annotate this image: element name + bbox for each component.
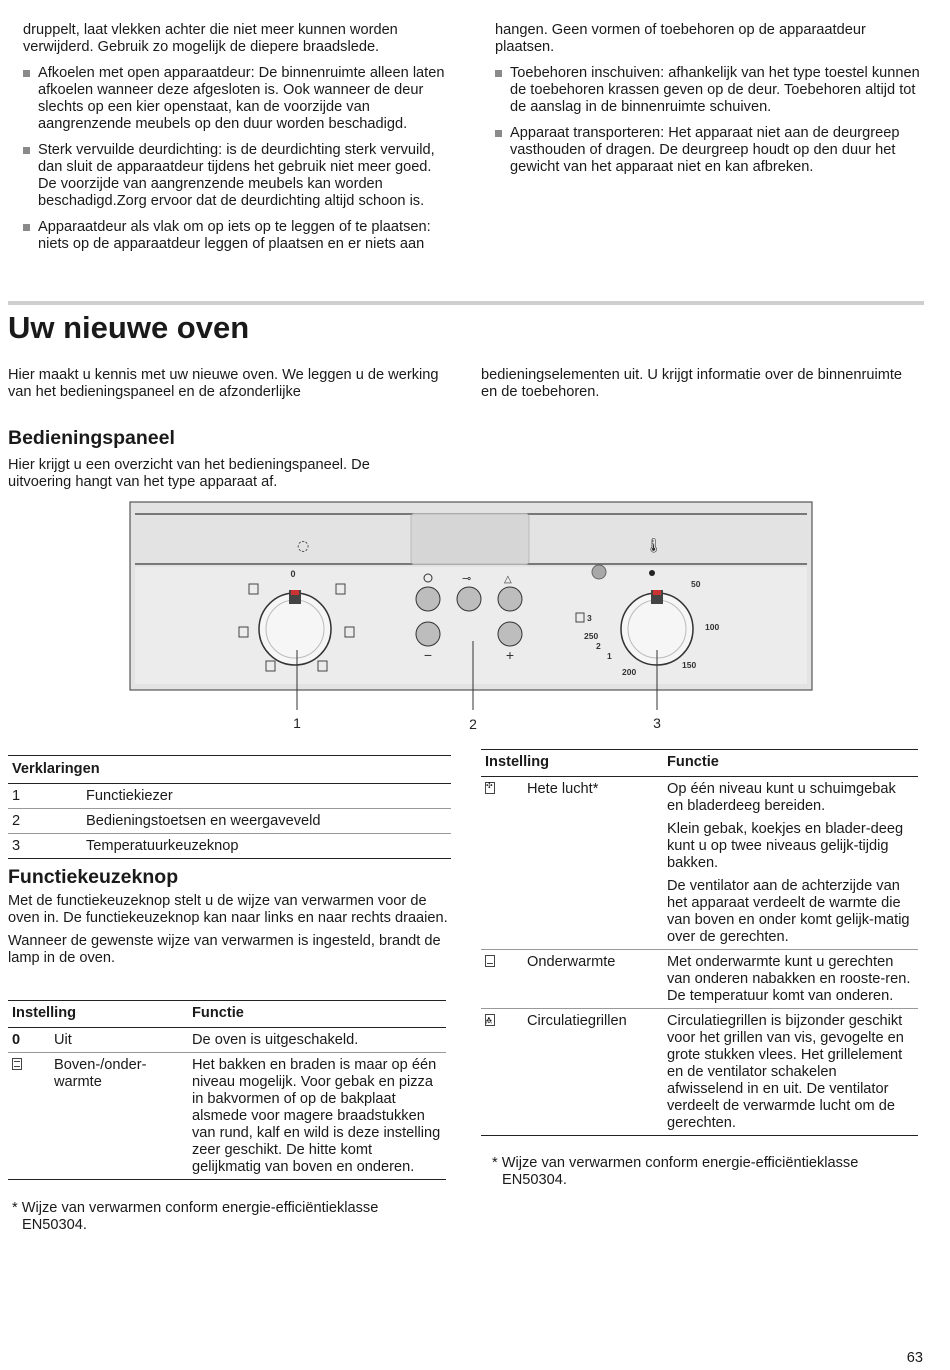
- legend-table: [8, 755, 451, 859]
- callout-2: 2: [469, 716, 477, 732]
- temp-label: 200: [622, 667, 637, 677]
- setting-name: Onderwarmte: [523, 950, 663, 1009]
- setting-name: Uit: [50, 1028, 188, 1053]
- minus-button: [416, 622, 440, 646]
- bottom-heat-icon: [481, 950, 523, 1009]
- setting-name: Boven-/onder-warmte: [50, 1053, 188, 1180]
- bullet-item: Toebehoren inschuiven: afhankelijk van het type toestel kunnen de toebehoren krassen geven op de deur. Toebehoren altijd tot de aanslag in de binnenruimte schuiven.: [495, 65, 925, 116]
- function-line: De ventilator aan de achterzijde van het apparaat verdeelt de warmte die van boven en onder komt gelijk-matig over de gerechten.: [667, 878, 910, 945]
- setting-symbol: 0: [8, 1028, 50, 1053]
- table-row: [481, 950, 918, 1009]
- legend-label: Temperatuurkeuzeknop: [82, 834, 451, 859]
- legend-num: 3: [8, 834, 82, 859]
- plus-label: +: [505, 647, 515, 663]
- setting-function: De oven is uitgeschakeld.: [188, 1028, 446, 1053]
- indicator-lamp: [592, 565, 606, 579]
- function-heading: Functiekeuzeknop: [8, 866, 179, 888]
- function-paragraph: Wanneer de gewenste wijze van verwarmen is ingesteld, brandt de lamp in de oven.: [8, 933, 441, 966]
- col-functie: Functie: [663, 750, 918, 777]
- temp-label: 3: [587, 613, 592, 623]
- callout-1: 1: [293, 715, 301, 731]
- temp-label: 50: [691, 579, 701, 589]
- table-row: [481, 777, 918, 950]
- temp-label: 1: [607, 651, 612, 661]
- setting-name: Hete lucht*: [523, 777, 663, 950]
- page-number: 63: [906, 1350, 923, 1366]
- bullet-item: Apparaat transporteren: Het apparaat niet aan de deurgreep vasthouden of dragen. De deurgreep houdt op den duur het gewicht van het apparaat niet en kan afbreken.: [495, 125, 925, 176]
- timer-button: [416, 587, 440, 611]
- setting-function: [663, 777, 918, 950]
- hot-air-icon: [481, 777, 523, 950]
- key-icon: ⊸: [462, 573, 472, 585]
- table-row: [481, 1009, 918, 1136]
- footnote-left: * Wijze van verwarmen conform energie-efficiëntieklasse EN50304.: [12, 1200, 379, 1233]
- settings-table-left: [8, 1000, 446, 1180]
- table-row: [8, 1053, 446, 1180]
- function-line: Op één niveau kunt u schuimgebak en bladerdeeg bereiden.: [667, 781, 896, 814]
- function-text: [8, 893, 448, 973]
- col-instelling: Instelling: [481, 750, 663, 777]
- circulation-grill-icon: [481, 1009, 523, 1136]
- section-intro-right: bedieningselementen uit. U krijgt informatie over de binnenruimte en de toebehoren.: [481, 367, 903, 400]
- top-left-column: [23, 22, 451, 262]
- dial-zero-label: 0: [290, 569, 296, 579]
- temp-label: 250: [584, 631, 599, 641]
- legend-num: 2: [8, 809, 82, 834]
- legend-header: Verklaringen: [8, 756, 451, 784]
- settings-table-right: [481, 749, 918, 1136]
- setting-function: Met onderwarmte kunt u gerechten van onderen nabakken en rooste-ren. De temperatuur komt van onderen.: [663, 950, 918, 1009]
- temperature-marker: [649, 570, 655, 576]
- callout-3: 3: [653, 715, 661, 731]
- col-functie: Functie: [188, 1001, 446, 1028]
- panel-intro: Hier krijgt u een overzicht van het bedieningspaneel. De uitvoering hangt van het type apparaat af.: [8, 457, 370, 490]
- legend-label: Functiekiezer: [82, 784, 451, 809]
- bullet-item: Apparaatdeur als vlak om op iets op te leggen of te plaatsen: niets op de apparaatdeur leggen of plaatsen en er niets aan: [23, 219, 451, 253]
- setting-function: Het bakken en braden is maar op één niveau mogelijk. Voor gebak en pizza in bakvormen of op de bakplaat alsmede voor magere braadstukken van rund, kalf en wild is deze instelling zeer geschikt. De hitte komt gelijkmatig van boven en onderen.: [188, 1053, 446, 1180]
- setting-name: Circulatiegrillen: [523, 1009, 663, 1136]
- col-instelling: Instelling: [8, 1001, 188, 1028]
- temp-label: 100: [705, 622, 720, 632]
- minus-label: −: [423, 647, 433, 663]
- control-panel-diagram: [125, 500, 817, 736]
- section-divider: [8, 301, 924, 305]
- section-title: Uw nieuwe oven: [8, 310, 250, 345]
- top-right-column: [495, 22, 925, 185]
- bell-icon: △: [504, 574, 512, 585]
- top-right-intro: hangen. Geen vormen of toebehoren op de apparaatdeur plaatsen.: [495, 22, 866, 55]
- table-row: [8, 1028, 446, 1053]
- legend-label: Bedieningstoetsen en weergaveveld: [82, 809, 451, 834]
- footnote-right: * Wijze van verwarmen conform energie-efficiëntieklasse EN50304.: [492, 1155, 859, 1188]
- spinner-icon: ◌: [297, 538, 310, 554]
- bullet-item: Afkoelen met open apparaatdeur: De binnenruimte alleen laten afkoelen wanneer deze afgesloten is. Ook wanneer de deur slechts op een kier openstaat, kan de voorzijde van aangrenzende meubels op den duur worden beschadigd.: [23, 65, 451, 133]
- bullet-item: Sterk vervuilde deurdichting: is de deurdichting sterk vervuild, dan sluit de apparaatdeur tijdens het gebruik niet meer goed. De voorzijde van aangrenzende meubels kan worden beschadigd.Zorg ervoor dat de deurdichting altijd schoon is.: [23, 142, 451, 210]
- top-bottom-heat-icon: [8, 1053, 50, 1180]
- function-paragraph: Met de functiekeuzeknop stelt u de wijze van verwarmen voor de oven in. De functiekeuzeknop kan naar links en naar rechts draaien.: [8, 893, 448, 926]
- display-screen: [411, 514, 529, 564]
- plus-button: [498, 622, 522, 646]
- alarm-button: [498, 587, 522, 611]
- section-intro-left: Hier maakt u kennis met uw nieuwe oven. We leggen u de werking van het bedieningspaneel en de afzonderlijke: [8, 367, 439, 400]
- temp-label: 2: [596, 641, 601, 651]
- temp-label: 150: [682, 660, 697, 670]
- panel-heading: Bedieningspaneel: [8, 427, 175, 449]
- function-line: Klein gebak, koekjes en blader-deeg kunt u op twee niveaus gelijk-tijdig bakken.: [667, 821, 904, 871]
- thermometer-icon: 🌡: [645, 538, 663, 554]
- lock-button: [457, 587, 481, 611]
- legend-num: 1: [8, 784, 82, 809]
- setting-function: Circulatiegrillen is bijzonder geschikt voor het grillen van vis, gevogelte en grote stukken vlees. Het grillelement en de ventilator schakelen afwisselend in en uit. De ventilator verdeelt de verwarmde lucht om de gerechten.: [663, 1009, 918, 1136]
- top-left-intro: druppelt, laat vlekken achter die niet meer kunnen worden verwijderd. Gebruik zo mogelijk de diepere braadslede.: [23, 22, 398, 55]
